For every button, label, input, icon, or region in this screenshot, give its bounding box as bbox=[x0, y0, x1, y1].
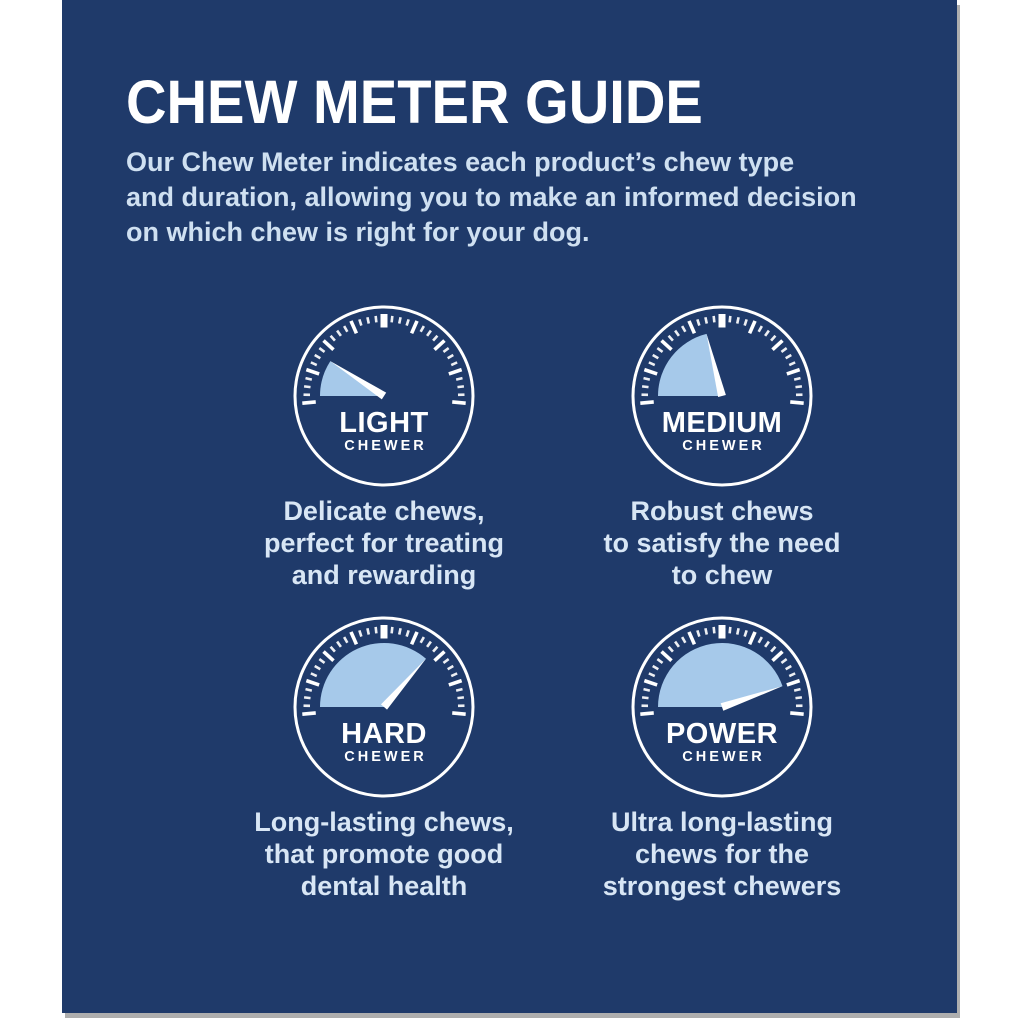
major-tick bbox=[449, 370, 462, 374]
minor-tick bbox=[771, 647, 775, 652]
minor-tick bbox=[421, 326, 424, 332]
major-tick bbox=[302, 402, 315, 403]
minor-tick bbox=[669, 336, 673, 341]
chew-meter-gauge bbox=[289, 612, 479, 802]
chew-meter-gauge bbox=[627, 301, 817, 491]
gauge-description-line: Delicate chews, bbox=[283, 496, 485, 526]
minor-tick bbox=[306, 378, 312, 379]
minor-tick bbox=[407, 630, 409, 636]
minor-tick bbox=[457, 697, 463, 698]
minor-tick bbox=[789, 673, 795, 676]
gauge-description-line: strongest chewers bbox=[602, 871, 842, 901]
minor-tick bbox=[315, 355, 321, 358]
minor-tick bbox=[421, 637, 424, 643]
gauge-description-line: that promote good bbox=[264, 839, 504, 869]
minor-tick bbox=[657, 659, 662, 663]
minor-tick bbox=[311, 673, 317, 676]
minor-tick bbox=[682, 637, 685, 643]
minor-tick bbox=[705, 628, 706, 634]
gauge-description-line: perfect for treating bbox=[263, 528, 505, 558]
gauge-card-light bbox=[214, 301, 554, 591]
minor-tick bbox=[669, 647, 673, 652]
minor-tick bbox=[319, 348, 324, 352]
major-tick bbox=[351, 632, 356, 644]
gauge-description bbox=[264, 495, 504, 591]
gauge-description-line: dental health bbox=[300, 871, 468, 901]
minor-tick bbox=[367, 628, 368, 634]
minor-tick bbox=[376, 627, 377, 633]
page-title: CHEW METER GUIDE bbox=[126, 68, 703, 136]
minor-tick bbox=[311, 362, 317, 365]
minor-tick bbox=[319, 659, 324, 663]
minor-tick bbox=[795, 386, 801, 387]
chew-meter-panel bbox=[62, 0, 957, 1013]
minor-tick bbox=[344, 326, 347, 332]
minor-tick bbox=[456, 689, 462, 690]
minor-tick bbox=[745, 630, 747, 636]
minor-tick bbox=[653, 666, 659, 669]
minor-tick bbox=[697, 319, 699, 325]
minor-tick bbox=[794, 378, 800, 379]
minor-tick bbox=[399, 317, 400, 323]
minor-tick bbox=[682, 326, 685, 332]
major-tick bbox=[351, 321, 356, 333]
minor-tick bbox=[649, 673, 655, 676]
minor-tick bbox=[642, 697, 648, 698]
minor-tick bbox=[304, 697, 310, 698]
minor-tick bbox=[331, 336, 335, 341]
major-tick bbox=[324, 652, 334, 661]
gauge-description bbox=[603, 806, 842, 902]
minor-tick bbox=[786, 666, 792, 669]
major-tick bbox=[790, 402, 803, 403]
minor-tick bbox=[304, 386, 310, 387]
minor-tick bbox=[730, 627, 731, 633]
minor-tick bbox=[781, 348, 786, 352]
minor-tick bbox=[675, 642, 679, 647]
major-tick bbox=[306, 681, 319, 685]
major-tick bbox=[689, 321, 694, 333]
minor-tick bbox=[714, 627, 715, 633]
gauge-description-line: and rewarding bbox=[291, 560, 477, 590]
minor-tick bbox=[737, 317, 738, 323]
minor-tick bbox=[376, 316, 377, 322]
gauge-sublabel: CHEWER bbox=[344, 749, 427, 765]
minor-tick bbox=[399, 628, 400, 634]
minor-tick bbox=[759, 637, 762, 643]
intro-text bbox=[126, 145, 857, 250]
gauge-description-line: Long-lasting chews, bbox=[254, 807, 514, 837]
minor-tick bbox=[456, 378, 462, 379]
minor-tick bbox=[359, 319, 361, 325]
gauge-label: POWER bbox=[665, 718, 779, 750]
major-tick bbox=[302, 713, 315, 714]
gauge-label: HARD bbox=[341, 718, 427, 750]
major-tick bbox=[689, 632, 694, 644]
minor-tick bbox=[781, 659, 786, 663]
minor-tick bbox=[649, 362, 655, 365]
intro-line-1: Our Chew Meter indicates each product’s chew type bbox=[126, 147, 795, 177]
minor-tick bbox=[427, 331, 431, 336]
minor-tick bbox=[714, 316, 715, 322]
minor-tick bbox=[789, 362, 795, 365]
minor-tick bbox=[433, 647, 437, 652]
minor-tick bbox=[644, 378, 650, 379]
minor-tick bbox=[443, 348, 448, 352]
minor-tick bbox=[443, 659, 448, 663]
major-tick bbox=[324, 341, 334, 350]
minor-tick bbox=[765, 642, 769, 647]
minor-tick bbox=[337, 331, 341, 336]
minor-tick bbox=[765, 331, 769, 336]
minor-tick bbox=[653, 355, 659, 358]
gauge-sublabel: CHEWER bbox=[682, 438, 765, 454]
gauge-card-medium bbox=[552, 301, 892, 591]
major-tick bbox=[306, 370, 319, 374]
minor-tick bbox=[331, 647, 335, 652]
minor-tick bbox=[771, 336, 775, 341]
intro-line-3: on which chew is right for your dog. bbox=[126, 217, 590, 247]
minor-tick bbox=[657, 348, 662, 352]
minor-tick bbox=[367, 317, 368, 323]
minor-tick bbox=[759, 326, 762, 332]
gauge-description bbox=[603, 495, 840, 591]
major-tick bbox=[787, 370, 800, 374]
chew-meter-gauge bbox=[627, 612, 817, 802]
major-tick bbox=[449, 681, 462, 685]
major-tick bbox=[435, 341, 445, 350]
gauge-description-line: chews for the bbox=[634, 839, 810, 869]
minor-tick bbox=[451, 673, 457, 676]
gauge-label: LIGHT bbox=[339, 407, 429, 439]
gauge-fill-wedge bbox=[658, 643, 783, 707]
minor-tick bbox=[737, 628, 738, 634]
minor-tick bbox=[306, 689, 312, 690]
minor-tick bbox=[795, 697, 801, 698]
intro-line-2: and duration, allowing you to make an informed decision bbox=[126, 182, 857, 212]
minor-tick bbox=[448, 666, 454, 669]
minor-tick bbox=[344, 637, 347, 643]
major-tick bbox=[452, 402, 465, 403]
major-tick bbox=[452, 713, 465, 714]
major-tick bbox=[435, 652, 445, 661]
minor-tick bbox=[407, 319, 409, 325]
gauge-label: MEDIUM bbox=[661, 407, 783, 439]
major-tick bbox=[640, 713, 653, 714]
minor-tick bbox=[786, 355, 792, 358]
major-tick bbox=[773, 652, 783, 661]
minor-tick bbox=[427, 642, 431, 647]
major-tick bbox=[662, 652, 672, 661]
gauge-description-line: Robust chews bbox=[630, 496, 814, 526]
major-tick bbox=[662, 341, 672, 350]
minor-tick bbox=[433, 336, 437, 341]
minor-tick bbox=[730, 316, 731, 322]
gauge-sublabel: CHEWER bbox=[682, 749, 765, 765]
major-tick bbox=[644, 681, 657, 685]
major-tick bbox=[412, 321, 417, 333]
major-tick bbox=[790, 713, 803, 714]
minor-tick bbox=[392, 316, 393, 322]
minor-tick bbox=[392, 627, 393, 633]
gauge-description-line: to chew bbox=[671, 560, 773, 590]
minor-tick bbox=[697, 630, 699, 636]
minor-tick bbox=[675, 331, 679, 336]
major-tick bbox=[750, 321, 755, 333]
minor-tick bbox=[745, 319, 747, 325]
gauge-card-hard bbox=[214, 612, 554, 902]
minor-tick bbox=[315, 666, 321, 669]
minor-tick bbox=[451, 362, 457, 365]
minor-tick bbox=[705, 317, 706, 323]
gauge-card-power bbox=[552, 612, 892, 902]
major-tick bbox=[787, 681, 800, 685]
minor-tick bbox=[337, 642, 341, 647]
minor-tick bbox=[794, 689, 800, 690]
major-tick bbox=[750, 632, 755, 644]
minor-tick bbox=[644, 689, 650, 690]
gauge-sublabel: CHEWER bbox=[344, 438, 427, 454]
minor-tick bbox=[457, 386, 463, 387]
major-tick bbox=[773, 341, 783, 350]
major-tick bbox=[412, 632, 417, 644]
gauge-description-line: to satisfy the need bbox=[603, 528, 841, 558]
major-tick bbox=[640, 402, 653, 403]
gauge-description-line: Ultra long-lasting bbox=[611, 807, 833, 837]
minor-tick bbox=[642, 386, 648, 387]
gauge-description bbox=[254, 806, 514, 902]
minor-tick bbox=[448, 355, 454, 358]
chew-meter-gauge bbox=[289, 301, 479, 491]
minor-tick bbox=[359, 630, 361, 636]
major-tick bbox=[644, 370, 657, 374]
